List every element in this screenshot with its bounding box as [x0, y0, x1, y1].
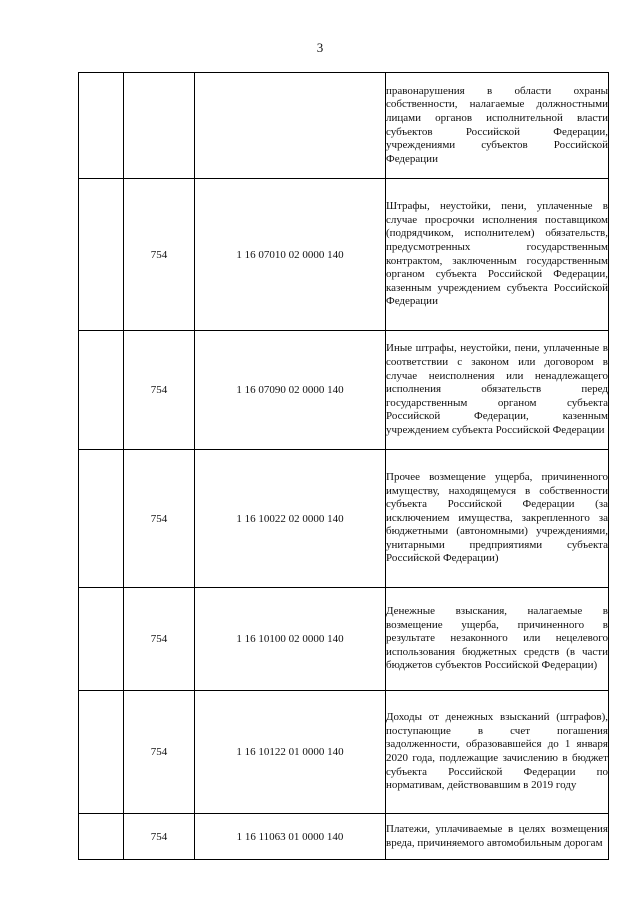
description-cell [386, 588, 609, 691]
table-row [79, 179, 609, 331]
table-row [79, 450, 609, 588]
empty-cell [79, 331, 124, 450]
kbk-code-cell: 1 16 07010 02 0000 140 [195, 179, 386, 331]
table-row [79, 588, 609, 691]
admin-code-cell [124, 73, 195, 179]
kbk-code-cell: 1 16 10122 01 0000 140 [195, 691, 386, 814]
description-cell [386, 691, 609, 814]
kbk-code-cell: 1 16 07090 02 0000 140 [195, 331, 386, 450]
description-text: Платежи, уплачиваемые в целях возмещения вреда, причиняемого автомобильным дорогам [386, 822, 608, 849]
empty-cell [79, 814, 124, 860]
admin-code-cell: 754 [124, 179, 195, 331]
revenue-codes-table [78, 72, 609, 860]
description-cell [386, 73, 609, 179]
description-text: Иные штрафы, неустойки, пени, уплаченные в соответствии с законом или договором в случае неисполнения или ненадлежащего исполнения обязательств перед государственным органом субъекта Российской Федерации, казенным учреждением субъекта Российской Федерации [386, 342, 608, 436]
admin-code-cell: 754 [124, 691, 195, 814]
description-text: Прочее возмещение ущерба, причиненного имуществу, находящемуся в собственности субъекта Российской Федерации (за исключением имущества, закрепленного за бюджетными (автономными) учреждениями, унитарными предприятиями субъекта Российской Федерации) [386, 470, 608, 565]
admin-code-cell: 754 [124, 588, 195, 691]
kbk-code-cell: 1 16 10100 02 0000 140 [195, 588, 386, 691]
admin-code-cell: 754 [124, 331, 195, 450]
description-cell [386, 331, 609, 450]
kbk-code-cell: 1 16 11063 01 0000 140 [195, 814, 386, 860]
empty-cell [79, 691, 124, 814]
description-text: правонарушения в области охраны собственности, налагаемые должностными лицами органов исполнительной власти субъектов Российской Федерации, учреждениями субъектов Российской Федерации [386, 84, 608, 165]
description-text: Денежные взыскания, налагаемые в возмещение ущерба, причиненного в результате незаконного или нецелевого использования бюджетных средств (в части бюджетов субъектов Российской Федерации) [386, 605, 608, 672]
table-row [79, 814, 609, 860]
empty-cell [79, 588, 124, 691]
kbk-code-cell: 1 16 10022 02 0000 140 [195, 450, 386, 588]
kbk-code-cell [195, 73, 386, 179]
description-text: Штрафы, неустойки, пени, уплаченные в случае просрочки исполнения поставщиком (подрядчиком, исполнителем) обязательств, предусмотренных государственным контрактом, заключенным государственным органом субъекта Российской Федерации, казенным учреждением субъекта Российской Федерации [386, 200, 608, 308]
description-cell [386, 450, 609, 588]
table-row [79, 73, 609, 179]
table-row [79, 331, 609, 450]
table-row [79, 691, 609, 814]
empty-cell [79, 73, 124, 179]
description-cell [386, 814, 609, 860]
description-cell [386, 179, 609, 331]
page-number: 3 [316, 40, 324, 55]
description-text: Доходы от денежных взысканий (штрафов), поступающие в счет погашения задолженности, образовавшейся до 1 января 2020 года, подлежащие зачислению в бюджет субъекта Российской Федерации по нормативам, действовавшим в 2019 году [386, 711, 608, 792]
empty-cell [79, 179, 124, 331]
admin-code-cell: 754 [124, 450, 195, 588]
admin-code-cell: 754 [124, 814, 195, 860]
empty-cell [79, 450, 124, 588]
